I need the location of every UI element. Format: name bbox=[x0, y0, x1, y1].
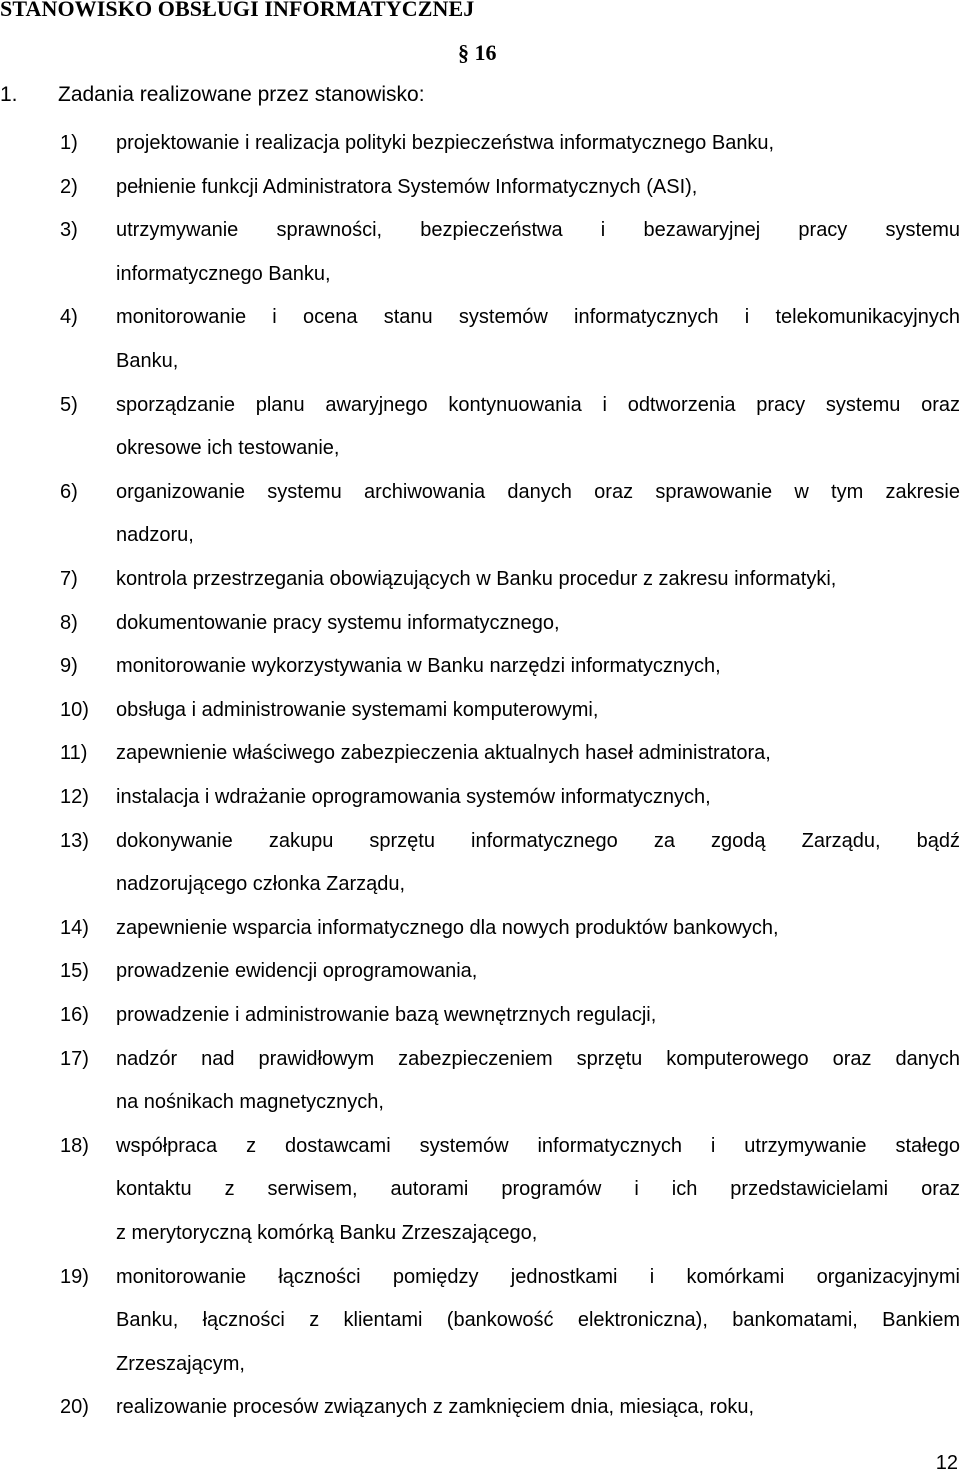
list-item-number: 3) bbox=[60, 219, 78, 242]
list-item-number: 2) bbox=[60, 175, 78, 198]
section-header: STANOWISKO OBSŁUGI INFORMATYCZNEJ bbox=[0, 0, 475, 21]
list-item-text: dokumentowanie pracy systemu informatycznego, bbox=[116, 611, 560, 634]
list-item-text: informatycznego Banku, bbox=[116, 262, 331, 285]
list-item-text: monitorowanie i ocena stanu systemów informatycznych i telekomunikacyjnych bbox=[116, 306, 960, 329]
list-item-text: nadzorującego członka Zarządu, bbox=[116, 873, 406, 896]
list-item-text: zapewnienie wsparcia informatycznego dla nowych produktów bankowych, bbox=[116, 916, 779, 939]
list-item-text: utrzymywanie sprawności, bezpieczeństwa i bezawaryjnej pracy systemu bbox=[116, 219, 960, 242]
list-item-text: prowadzenie i administrowanie bazą wewnętrznych regulacji, bbox=[116, 1004, 657, 1026]
list-item-number: 12) bbox=[60, 786, 89, 808]
list-item-text: organizowanie systemu archiwowania danych oraz sprawowanie w tym zakresie bbox=[116, 480, 960, 503]
section-number: 1. bbox=[0, 83, 18, 106]
list-item-text: współpraca z dostawcami systemów informatycznych i utrzymywanie stałego bbox=[116, 1134, 960, 1157]
list-item-text: kontaktu z serwisem, autorami programów i ich przedstawicielami oraz bbox=[116, 1178, 960, 1201]
list-item-number: 4) bbox=[60, 306, 78, 329]
list-item-text: instalacja i wdrażanie oprogramowania systemów informatycznych, bbox=[116, 786, 711, 808]
list-item-text: pełnienie funkcji Administratora Systemów Informatycznych (ASI), bbox=[116, 175, 698, 198]
list-item-number: 16) bbox=[60, 1004, 89, 1026]
list-item-text: realizowanie procesów związanych z zamknięciem dnia, miesiąca, roku, bbox=[116, 1396, 755, 1419]
list-item-text: monitorowanie łączności pomiędzy jednostkami i komórkami organizacyjnymi bbox=[116, 1265, 960, 1288]
list-item-text: Banku, bbox=[116, 349, 179, 372]
list-item-number: 15) bbox=[60, 960, 89, 983]
list-item-text: Zrzeszającym, bbox=[116, 1352, 245, 1375]
list-item-number: 8) bbox=[60, 611, 78, 634]
list-item-number: 14) bbox=[60, 916, 89, 939]
list-item-text: nadzór nad prawidłowym zabezpieczeniem sprzętu komputerowego oraz danych bbox=[116, 1047, 960, 1070]
section-intro bbox=[0, 83, 425, 107]
list-item-number: 1) bbox=[60, 132, 78, 154]
list-item-text: monitorowanie wykorzystywania w Banku narzędzi informatycznych, bbox=[116, 655, 721, 678]
list-item-text: dokonywanie zakupu sprzętu informatycznego za zgodą Zarządu, bądź bbox=[116, 829, 960, 852]
list-item-text: Banku, łączności z klientami (bankowość elektroniczna), bankomatami, Bankiem bbox=[116, 1309, 960, 1332]
list-item-number: 18) bbox=[60, 1134, 89, 1157]
page-number: 12 bbox=[935, 1452, 958, 1474]
list-item-text: kontrola przestrzegania obowiązujących w Banku procedur z zakresu informatyki, bbox=[116, 568, 837, 590]
list-item-text: na nośnikach magnetycznych, bbox=[116, 1091, 384, 1114]
list-item-text: prowadzenie ewidencji oprogramowania, bbox=[116, 960, 478, 983]
list-item-number: 5) bbox=[60, 393, 78, 416]
list-item-number: 19) bbox=[60, 1265, 89, 1288]
paragraph-number: § 16 bbox=[458, 40, 497, 65]
list-item-number: 20) bbox=[60, 1396, 89, 1419]
list-item-text: nadzoru, bbox=[116, 524, 194, 547]
list-item-number: 11) bbox=[60, 742, 88, 765]
list-item-text: projektowanie i realizacja polityki bezpieczeństwa informatycznego Banku, bbox=[116, 132, 775, 154]
list-item-text: z merytoryczną komórką Banku Zrzeszającego, bbox=[116, 1221, 538, 1244]
list-item-text: okresowe ich testowanie, bbox=[116, 437, 340, 460]
list-item-text: obsługa i administrowanie systemami komputerowymi, bbox=[116, 698, 599, 721]
list-item-text: zapewnienie właściwego zabezpieczenia aktualnych haseł administratora, bbox=[116, 742, 771, 765]
list-item-number: 6) bbox=[60, 480, 78, 503]
list-item-text: sporządzanie planu awaryjnego kontynuowania i odtworzenia pracy systemu oraz bbox=[116, 393, 960, 416]
list-item-number: 17) bbox=[60, 1047, 89, 1070]
section-title: Zadania realizowane przez stanowisko: bbox=[58, 83, 425, 106]
list-item-number: 7) bbox=[60, 568, 78, 590]
list-item-number: 13) bbox=[60, 829, 89, 852]
list-item-number: 10) bbox=[60, 698, 89, 721]
list-item-number: 9) bbox=[60, 655, 78, 678]
